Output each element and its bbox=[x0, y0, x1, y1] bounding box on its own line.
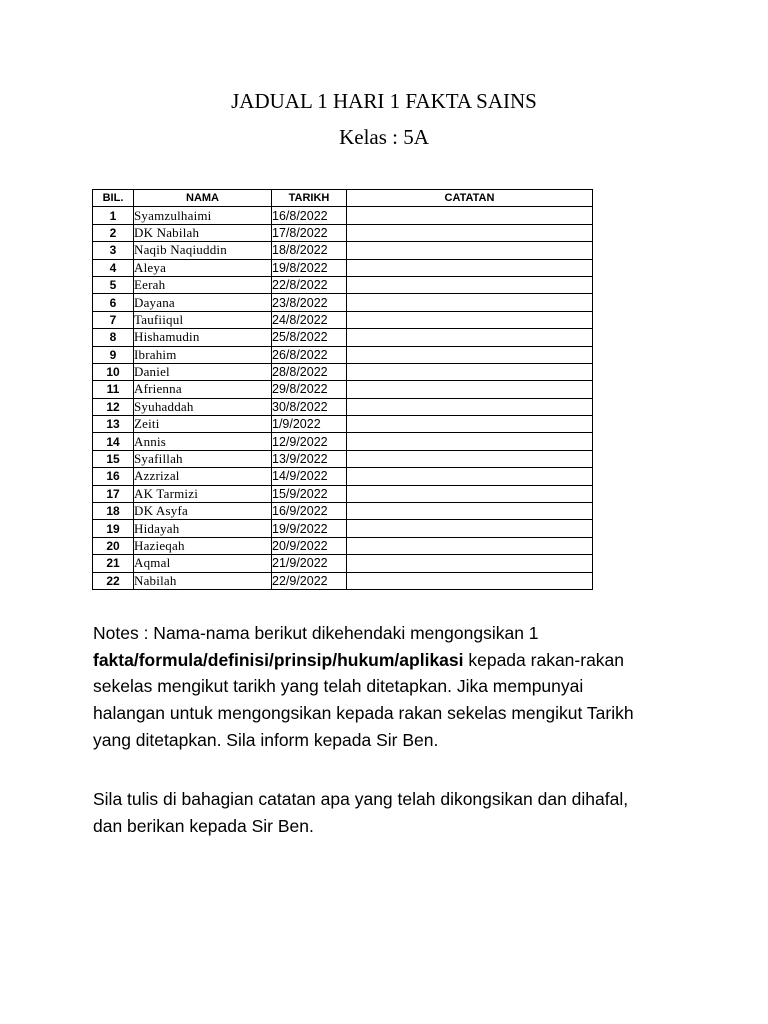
row-bil: 3 bbox=[93, 242, 134, 259]
row-nama: Naqib Naqiuddin bbox=[134, 242, 272, 259]
row-nama: DK Asyfa bbox=[134, 503, 272, 520]
table-row bbox=[93, 311, 593, 328]
notes-line-3: sekelas mengikut tarikh yang telah ditetapkan. Jika mempunyai bbox=[93, 676, 584, 697]
table-row bbox=[93, 520, 593, 537]
row-bil: 2 bbox=[93, 224, 134, 241]
row-bil: 5 bbox=[93, 276, 134, 293]
row-nama: Taufiiqul bbox=[134, 311, 272, 328]
row-catatan bbox=[347, 207, 593, 224]
table-row bbox=[93, 363, 593, 380]
row-nama: Eerah bbox=[134, 276, 272, 293]
page-title: JADUAL 1 HARI 1 FAKTA SAINS bbox=[231, 89, 537, 113]
table-row bbox=[93, 224, 593, 241]
row-tarikh: 20/9/2022 bbox=[272, 537, 347, 554]
notes-bold-topics: fakta/formula/definisi/prinsip/hukum/aplikasi bbox=[93, 649, 464, 670]
instruction-paragraph bbox=[93, 786, 693, 839]
row-bil: 10 bbox=[93, 363, 134, 380]
row-tarikh: 28/8/2022 bbox=[272, 363, 347, 380]
notes-paragraph bbox=[93, 620, 693, 754]
row-nama: Nabilah bbox=[134, 572, 272, 589]
row-tarikh: 12/9/2022 bbox=[272, 433, 347, 450]
row-tarikh: 29/8/2022 bbox=[272, 381, 347, 398]
row-bil: 21 bbox=[93, 555, 134, 572]
row-catatan bbox=[347, 572, 593, 589]
notes-line-1: Notes : Nama-nama berikut dikehendaki mengongsikan 1 bbox=[93, 623, 539, 643]
notes-line-2-rest: kepada rakan-rakan bbox=[463, 649, 625, 670]
table-row bbox=[93, 346, 593, 363]
row-nama: Dayana bbox=[134, 294, 272, 311]
row-bil: 14 bbox=[93, 433, 134, 450]
instruction-line-2: dan berikan kepada Sir Ben. bbox=[93, 815, 314, 836]
row-catatan bbox=[347, 416, 593, 433]
row-catatan bbox=[347, 450, 593, 467]
row-nama: Syuhaddah bbox=[134, 398, 272, 415]
table-row bbox=[93, 485, 593, 502]
row-catatan bbox=[347, 242, 593, 259]
row-tarikh: 18/8/2022 bbox=[272, 242, 347, 259]
table-header-row bbox=[93, 190, 593, 207]
table-row bbox=[93, 433, 593, 450]
row-bil: 11 bbox=[93, 381, 134, 398]
row-nama: Syamzulhaimi bbox=[134, 207, 272, 224]
row-catatan bbox=[347, 555, 593, 572]
table-row bbox=[93, 398, 593, 415]
row-nama: Aleya bbox=[134, 259, 272, 276]
table-row bbox=[93, 276, 593, 293]
table-row bbox=[93, 555, 593, 572]
row-catatan bbox=[347, 381, 593, 398]
header-bil: BIL. bbox=[93, 190, 134, 207]
header-tarikh: TARIKH bbox=[272, 190, 347, 207]
row-tarikh: 23/8/2022 bbox=[272, 294, 347, 311]
row-catatan bbox=[347, 276, 593, 293]
row-bil: 9 bbox=[93, 346, 134, 363]
table-row bbox=[93, 503, 593, 520]
row-nama: Syafillah bbox=[134, 450, 272, 467]
row-tarikh: 15/9/2022 bbox=[272, 485, 347, 502]
row-catatan bbox=[347, 537, 593, 554]
row-nama: Aqmal bbox=[134, 555, 272, 572]
row-catatan bbox=[347, 485, 593, 502]
row-nama: DK Nabilah bbox=[134, 224, 272, 241]
table-row bbox=[93, 259, 593, 276]
table-row bbox=[93, 329, 593, 346]
row-tarikh: 13/9/2022 bbox=[272, 450, 347, 467]
row-bil: 13 bbox=[93, 416, 134, 433]
row-catatan bbox=[347, 311, 593, 328]
row-catatan bbox=[347, 398, 593, 415]
row-catatan bbox=[347, 224, 593, 241]
table-row bbox=[93, 450, 593, 467]
row-tarikh: 24/8/2022 bbox=[272, 311, 347, 328]
row-bil: 6 bbox=[93, 294, 134, 311]
row-tarikh: 30/8/2022 bbox=[272, 398, 347, 415]
row-catatan bbox=[347, 520, 593, 537]
row-catatan bbox=[347, 468, 593, 485]
row-nama: Hazieqah bbox=[134, 537, 272, 554]
row-tarikh: 22/8/2022 bbox=[272, 276, 347, 293]
table-row bbox=[93, 537, 593, 554]
row-tarikh: 19/9/2022 bbox=[272, 520, 347, 537]
instruction-line-1: Sila tulis di bahagian catatan apa yang telah dikongsikan dan dihafal, bbox=[93, 789, 629, 809]
row-tarikh: 16/8/2022 bbox=[272, 207, 347, 224]
row-nama: AK Tarmizi bbox=[134, 485, 272, 502]
row-tarikh: 22/9/2022 bbox=[272, 572, 347, 589]
row-nama: Zeiti bbox=[134, 416, 272, 433]
class-subtitle: Kelas : 5A bbox=[339, 125, 429, 149]
row-tarikh: 14/9/2022 bbox=[272, 468, 347, 485]
row-tarikh: 25/8/2022 bbox=[272, 329, 347, 346]
row-tarikh: 26/8/2022 bbox=[272, 346, 347, 363]
row-bil: 18 bbox=[93, 503, 134, 520]
row-bil: 1 bbox=[93, 207, 134, 224]
row-nama: Azzrizal bbox=[134, 468, 272, 485]
table-row bbox=[93, 207, 593, 224]
header-nama: NAMA bbox=[134, 190, 272, 207]
row-bil: 12 bbox=[93, 398, 134, 415]
row-bil: 16 bbox=[93, 468, 134, 485]
header-catatan: CATATAN bbox=[347, 190, 593, 207]
row-bil: 4 bbox=[93, 259, 134, 276]
row-bil: 8 bbox=[93, 329, 134, 346]
table-row bbox=[93, 572, 593, 589]
row-tarikh: 1/9/2022 bbox=[272, 416, 347, 433]
table-row bbox=[93, 242, 593, 259]
row-catatan bbox=[347, 329, 593, 346]
table-row bbox=[93, 294, 593, 311]
row-catatan bbox=[347, 294, 593, 311]
row-bil: 7 bbox=[93, 311, 134, 328]
table-row bbox=[93, 381, 593, 398]
table-row bbox=[93, 468, 593, 485]
row-nama: Daniel bbox=[134, 363, 272, 380]
row-tarikh: 19/8/2022 bbox=[272, 259, 347, 276]
row-catatan bbox=[347, 433, 593, 450]
table-body bbox=[93, 207, 593, 590]
row-tarikh: 16/9/2022 bbox=[272, 503, 347, 520]
row-nama: Hishamudin bbox=[134, 329, 272, 346]
row-nama: Annis bbox=[134, 433, 272, 450]
row-catatan bbox=[347, 503, 593, 520]
row-tarikh: 21/9/2022 bbox=[272, 555, 347, 572]
row-bil: 19 bbox=[93, 520, 134, 537]
row-bil: 22 bbox=[93, 572, 134, 589]
notes-line-4: halangan untuk mengongsikan kepada rakan sekelas mengikut Tarikh bbox=[93, 703, 634, 724]
notes-line-5: yang ditetapkan. Sila inform kepada Sir Ben. bbox=[93, 729, 439, 750]
row-nama: Ibrahim bbox=[134, 346, 272, 363]
row-nama: Hidayah bbox=[134, 520, 272, 537]
row-bil: 15 bbox=[93, 450, 134, 467]
row-bil: 17 bbox=[93, 485, 134, 502]
row-catatan bbox=[347, 363, 593, 380]
row-catatan bbox=[347, 346, 593, 363]
row-tarikh: 17/8/2022 bbox=[272, 224, 347, 241]
row-nama: Afrienna bbox=[134, 381, 272, 398]
row-bil: 20 bbox=[93, 537, 134, 554]
row-catatan bbox=[347, 259, 593, 276]
table-row bbox=[93, 416, 593, 433]
schedule-table bbox=[92, 189, 593, 590]
